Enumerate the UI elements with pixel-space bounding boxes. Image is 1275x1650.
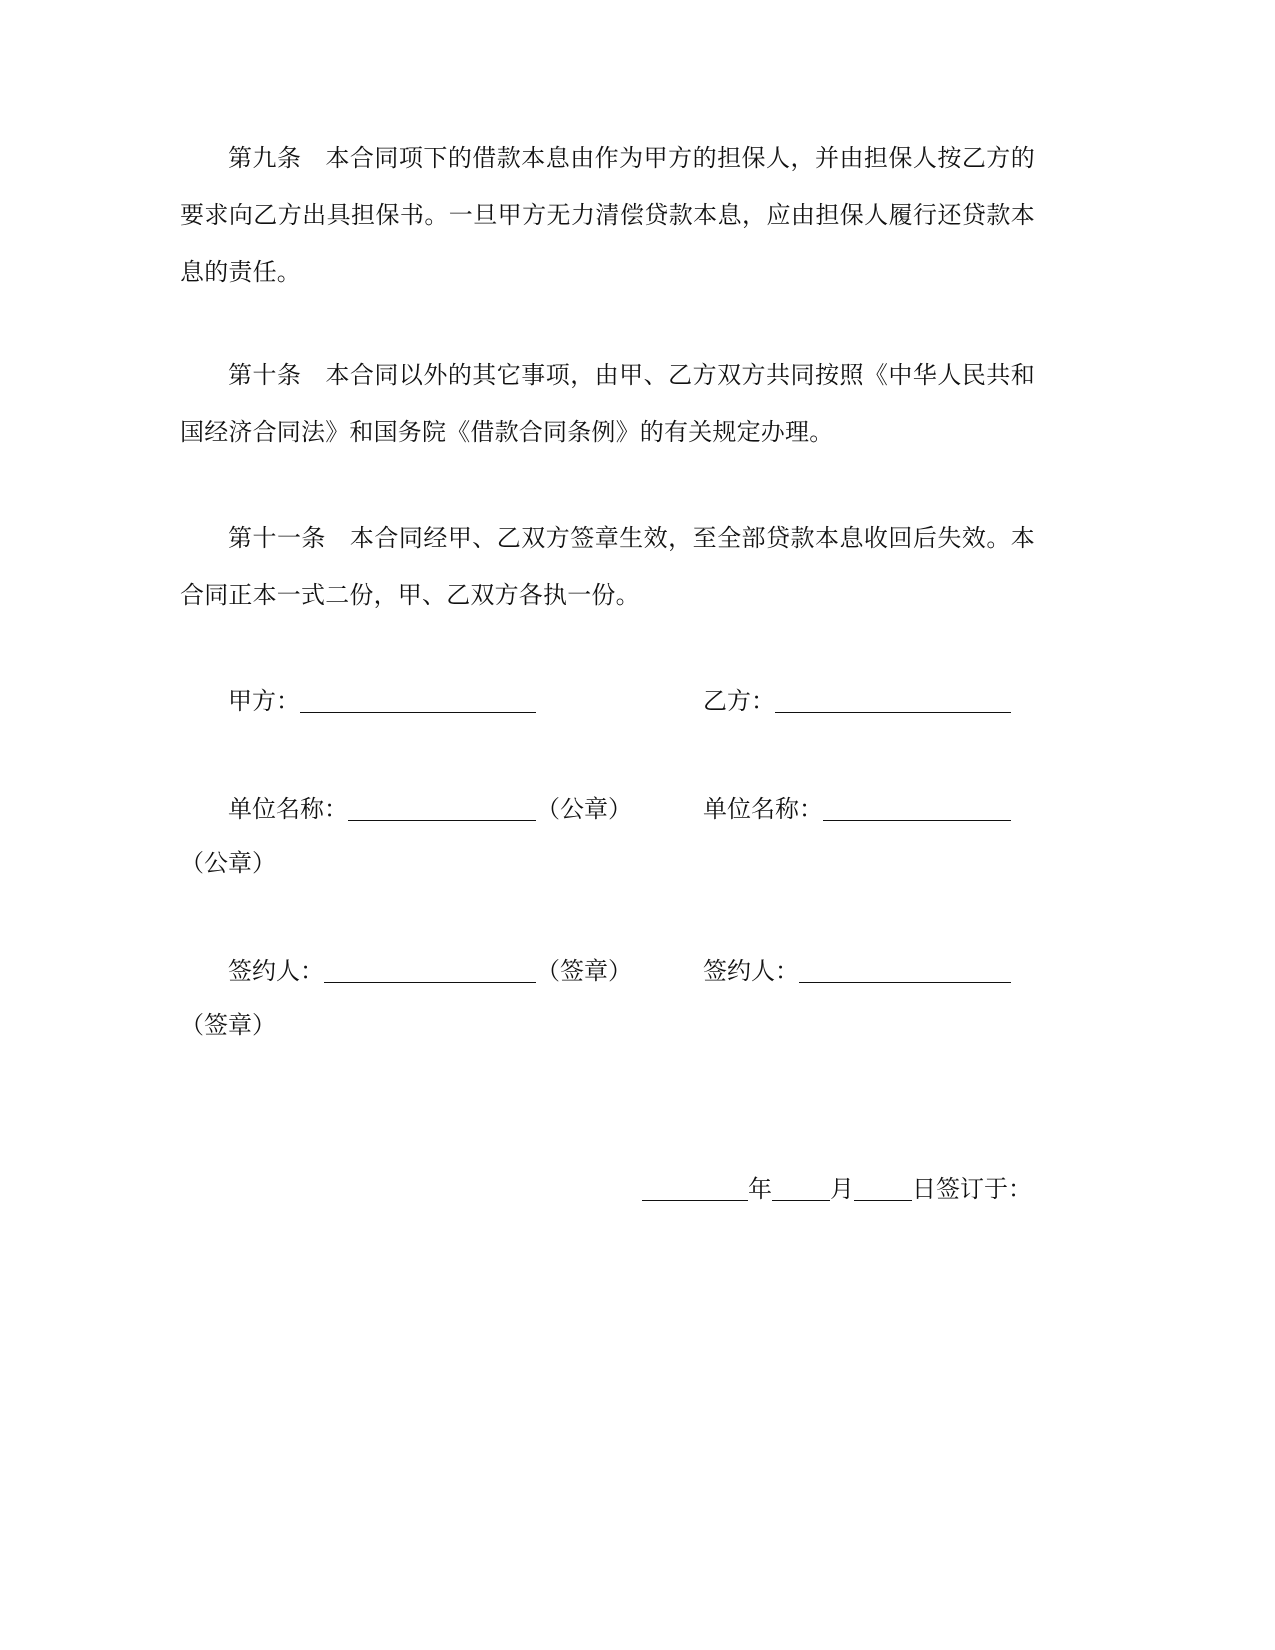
day-blank <box>854 1176 912 1201</box>
article-10-text: 本合同以外的其它事项，由甲、乙方双方共同按照《中华人民共和国经济合同法》和国务院《借款合同条例》的有关规定办理。 <box>180 361 1035 446</box>
article-11-number: 第十一条 <box>228 524 326 552</box>
party-a-unit-label: 单位名称： <box>228 795 348 823</box>
article-9 <box>180 130 1035 301</box>
article-9-number: 第九条 <box>228 144 302 172</box>
article-10 <box>180 347 1035 461</box>
month-label: 月 <box>830 1175 854 1203</box>
party-b-signer-label: 签约人： <box>703 957 799 985</box>
year-label: 年 <box>748 1175 772 1203</box>
party-a-signer-line <box>228 956 632 986</box>
party-a-unit-blank <box>348 796 536 821</box>
article-11-text: 本合同经甲、乙双方签章生效，至全部贷款本息收回后失效。本合同正本一式二份，甲、乙双方各执一份。 <box>180 524 1035 609</box>
article-9-text: 本合同项下的借款本息由作为甲方的担保人，并由担保人按乙方的要求向乙方出具担保书。一旦甲方无力清偿贷款本息，应由担保人履行还贷款本息的责任。 <box>180 144 1035 286</box>
party-b-unit-blank <box>823 796 1011 821</box>
party-b-signer-blank <box>799 958 1011 983</box>
party-b-blank <box>775 688 1011 713</box>
party-b-signature-seal: （签章） <box>180 1011 276 1039</box>
party-a-blank <box>300 688 536 713</box>
day-signed-label: 日签订于： <box>912 1175 1032 1203</box>
party-a-signer-label: 签约人： <box>228 957 324 985</box>
year-blank <box>642 1176 748 1201</box>
party-a-signature-seal: （签章） <box>536 957 632 985</box>
party-a-unit-line <box>228 794 632 824</box>
party-b-unit-line <box>703 794 1011 824</box>
article-11 <box>180 510 1035 624</box>
party-b-line <box>703 686 1011 716</box>
party-b-official-seal: （公章） <box>180 849 276 877</box>
date-line <box>642 1174 1032 1204</box>
party-a-signer-blank <box>324 958 536 983</box>
party-a-official-seal: （公章） <box>536 795 632 823</box>
month-blank <box>772 1176 830 1201</box>
party-b-label: 乙方： <box>703 687 775 715</box>
article-10-number: 第十条 <box>228 361 302 389</box>
party-b-unit-label: 单位名称： <box>703 795 823 823</box>
party-a-line <box>228 686 536 716</box>
party-b-signer-line <box>703 956 1011 986</box>
party-a-label: 甲方： <box>228 687 300 715</box>
